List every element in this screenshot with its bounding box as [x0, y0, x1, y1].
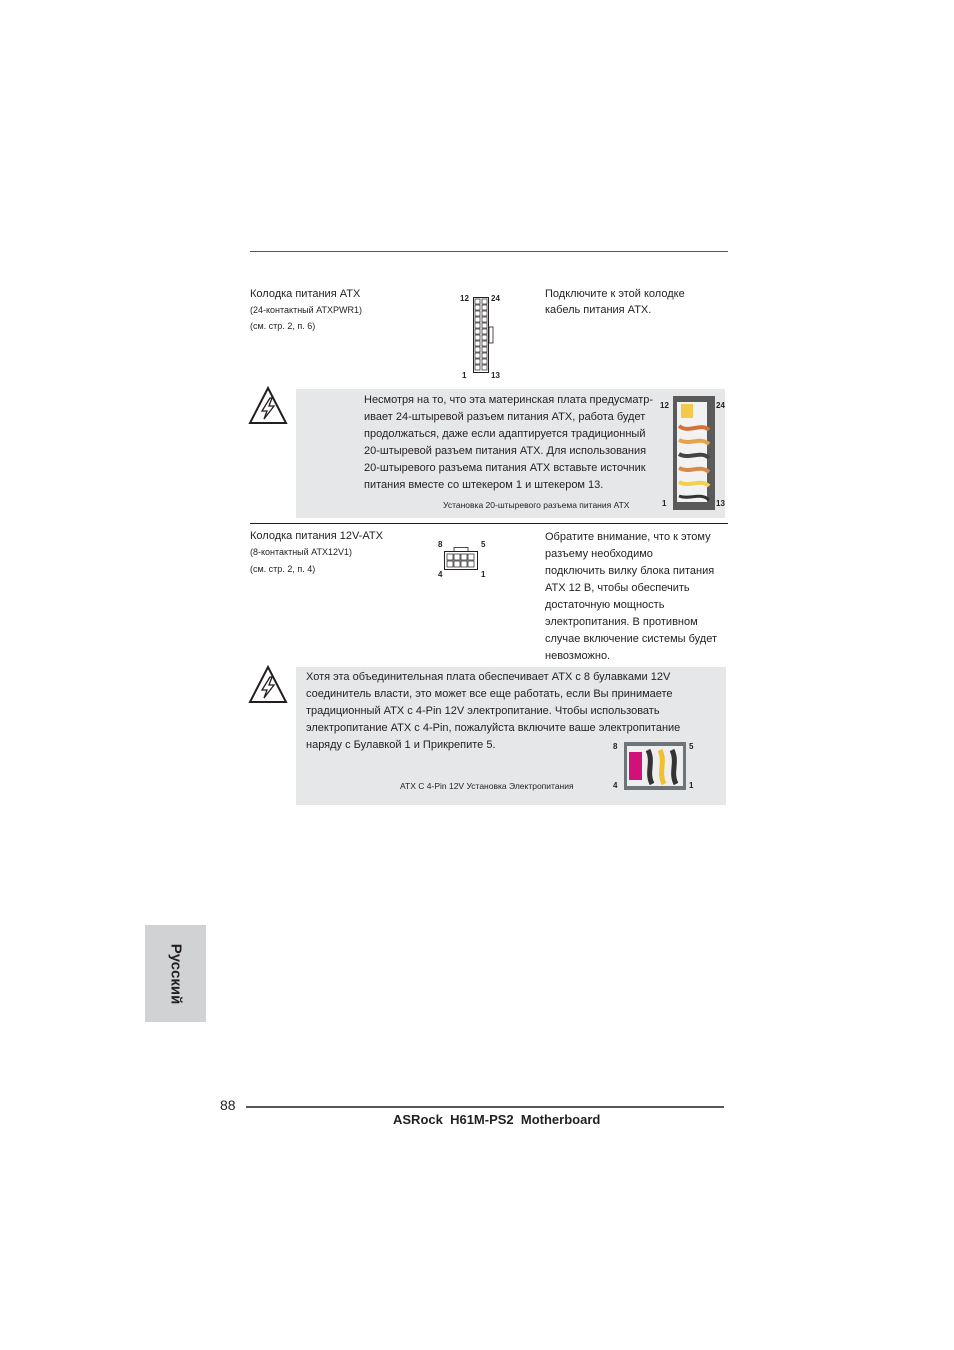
- warning-line: Несмотря на то, что эта материнская плата предусматр-: [364, 394, 654, 406]
- connector-4pin-photo-icon: [624, 742, 686, 790]
- atx12v-description: [545, 529, 717, 665]
- photo-pin-4: 4: [613, 781, 618, 790]
- pin-label-5: 5: [481, 540, 486, 549]
- desc-line: Обратите внимание, что к этому: [545, 531, 711, 543]
- warning-line: наряду с Булавкой 1 и Прикрепите 5.: [306, 739, 496, 751]
- warning-caption-4pin: ATX С 4-Pin 12V Установка Электропитания: [400, 781, 574, 791]
- atx-description-line1: Подключите к этой колодке: [545, 288, 685, 300]
- desc-line: ATX 12 В, чтобы обеспечить: [545, 582, 690, 594]
- atx-description-line2: кабель питания ATX.: [545, 304, 652, 316]
- footer-rule: [246, 1106, 724, 1108]
- atx-24pin-connector-diagram: [458, 292, 508, 384]
- photo-pin-24: 24: [716, 401, 725, 410]
- pin-label-12: 12: [460, 294, 469, 303]
- pin-label-1: 1: [481, 570, 486, 579]
- footer-product-name: ASRock H61M-PS2 Motherboard: [393, 1112, 601, 1127]
- warning-line: питания вместе со штекером 1 и штекером 13.: [364, 479, 604, 491]
- warning-line: ивает 24-штыревой разъем питания ATX, работа будет: [364, 411, 646, 423]
- photo-pin-1: 1: [662, 499, 667, 508]
- desc-line: разъему необходимо: [545, 548, 653, 560]
- warning-line: продолжаться, даже если адаптируется традиционный: [364, 428, 646, 440]
- top-rule: [250, 251, 728, 252]
- pin-label-13: 13: [491, 371, 500, 380]
- connector-8pin-icon: [444, 547, 480, 571]
- photo-pin-12: 12: [660, 401, 669, 410]
- desc-line: подключить вилку блока питания: [545, 565, 715, 577]
- warning-line: 20-штыревого разъема питания ATX вставьте источник: [364, 462, 646, 474]
- desc-line: достаточную мощность: [545, 599, 665, 611]
- warning-line: 20-штыревой разъем питания ATX. Для использования: [364, 445, 647, 457]
- atx-header-title: Колодка питания ATX: [250, 288, 361, 300]
- pin-label-1: 1: [462, 371, 467, 380]
- atx12v-header-title: Колодка питания 12V-ATX: [250, 530, 383, 542]
- warning-triangle-icon: [248, 665, 288, 705]
- warning-triangle-icon: [248, 386, 288, 426]
- pin-label-4: 4: [438, 570, 443, 579]
- photo-4pin-install: [612, 740, 696, 792]
- language-tab-label: Русский: [167, 943, 184, 1004]
- atx-header-ref: (см. стр. 2, п. 6): [250, 321, 316, 331]
- atx12v-header-ref: (см. стр. 2, п. 4): [250, 564, 316, 574]
- page-number: 88: [220, 1097, 236, 1113]
- connector-photo-icon: [673, 396, 715, 510]
- photo-pin-5: 5: [689, 742, 694, 751]
- pin-label-24: 24: [491, 294, 500, 303]
- section-divider: [250, 523, 728, 524]
- photo-pin-1: 1: [689, 781, 694, 790]
- atx12v-header-subtitle: (8-контактный ATX12V1): [250, 547, 353, 557]
- photo-20pin-install: [658, 394, 726, 512]
- warning-caption-24pin: Установка 20-штыревого разъема питания ATX: [443, 500, 630, 510]
- connector-24pin-icon: [473, 297, 495, 373]
- warning-line: традиционный ATX с 4-Pin 12V электропитание. Чтобы использовать: [306, 705, 660, 717]
- language-tab: [145, 925, 206, 1022]
- warning-line: Хотя эта объединительная плата обеспечивает ATX с 8 булавками 12V: [306, 671, 671, 683]
- atx-header-subtitle: (24-контактный ATXPWR1): [250, 305, 363, 315]
- warning-text-24pin: [364, 392, 653, 494]
- desc-line: невозможно.: [545, 650, 611, 662]
- warning-line: соединитель власти, это может все еще работать, если Вы принимаете: [306, 688, 673, 700]
- pin-label-8: 8: [438, 540, 443, 549]
- photo-pin-8: 8: [613, 742, 618, 751]
- warning-line: электропитание ATX с 4-Pin, пожалуйста включите ваше электропитание: [306, 722, 681, 734]
- photo-pin-13: 13: [716, 499, 725, 508]
- desc-line: электропитания. В противном: [545, 616, 698, 628]
- desc-line: случае включение системы будет: [545, 633, 717, 645]
- atx-8pin-connector-diagram: [434, 539, 494, 581]
